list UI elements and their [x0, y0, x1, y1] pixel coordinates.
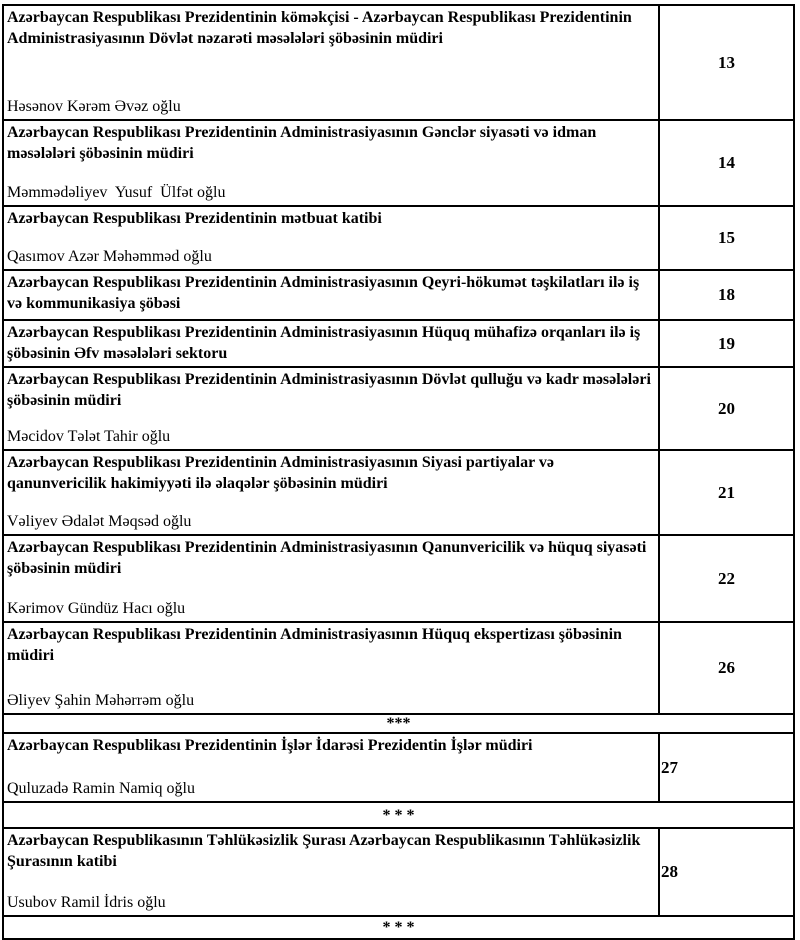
person-name: Qasımov Azər Məhəmməd oğlu — [7, 248, 212, 265]
row-number: 19 — [718, 333, 735, 353]
separator-stars: * * * — [382, 919, 415, 936]
position-cell — [4, 368, 660, 449]
row-number: 28 — [661, 862, 678, 881]
row-number: 14 — [718, 153, 735, 172]
position-title: Azərbaycan Respublikası Prezidentinin Administrasiyasının Qeyri-hökumət təşkilatları ilə iş və kommunikasiya şöbəsi — [7, 274, 640, 312]
person-name: Əliyev Şahin Məhərrəm oğlu — [7, 692, 195, 709]
row-number: 21 — [718, 482, 735, 502]
row-number: 18 — [718, 285, 735, 304]
position-title: Azərbaycan Respublikası Prezidentinin mətbuat katibi — [7, 210, 382, 227]
row-number: 26 — [718, 658, 735, 677]
position-cell — [4, 623, 660, 713]
position-title: Azərbaycan Respublikası Prezidentinin İşlər İdarəsi Prezidentin İşlər müdiri — [7, 737, 533, 754]
row-number: 27 — [661, 757, 678, 777]
row-number: 15 — [718, 228, 735, 247]
separator-stars: *** — [386, 715, 411, 732]
table-row — [4, 366, 793, 449]
table-row — [4, 119, 793, 205]
position-cell — [4, 6, 660, 119]
position-cell — [4, 536, 660, 621]
table-row — [4, 269, 793, 319]
separator-row — [4, 713, 793, 732]
table-row — [4, 827, 793, 915]
separator-row — [4, 915, 793, 938]
position-cell — [4, 121, 660, 205]
table-row — [4, 205, 793, 269]
position-title: Azərbaycan Respublikası Prezidentinin köməkçisi - Azərbaycan Respublikası Prezidentinin Administrasiyasının Dövlət nəzarəti məsələləri şöbəsinin müdiri — [7, 9, 632, 47]
position-title: Azərbaycan Respublikası Prezidentinin Administrasiyasının Hüquq ekspertizası şöbəsinin müdiri — [7, 626, 622, 664]
position-title: Azərbaycan Respublikasının Təhlükəsizlik Şurası Azərbaycan Respublikasının Təhlükəsizlik Şurasının katibi — [7, 832, 641, 870]
table-row — [4, 449, 793, 534]
position-title: Azərbaycan Respublikası Prezidentinin Administrasiyasının Hüquq mühafizə orqanları ilə iş şöbəsinin Əfv məsələləri sektoru — [7, 324, 641, 362]
position-title: Azərbaycan Respublikası Prezidentinin Administrasiyasının Dövlət qulluğu və kadr məsələləri şöbəsinin müdiri — [7, 371, 651, 409]
table-row — [4, 621, 793, 713]
position-cell — [4, 734, 660, 801]
table-row — [4, 534, 793, 621]
person-name: Məmmədəliyev Yusuf Ülfət oğlu — [7, 184, 226, 201]
table-row — [4, 319, 793, 366]
person-name: Kərimov Gündüz Hacı oğlu — [7, 600, 186, 617]
person-name: Usubov Ramil İdris oğlu — [7, 894, 166, 911]
position-cell — [4, 207, 660, 269]
position-title: Azərbaycan Respublikası Prezidentinin Administrasiyasının Gənclər siyasəti və idman məsələləri şöbəsinin müdiri — [7, 124, 597, 162]
position-title: Azərbaycan Respublikası Prezidentinin Administrasiyasının Qanunvericilik və hüquq siyasəti şöbəsinin müdiri — [7, 539, 647, 577]
position-cell — [4, 271, 660, 319]
person-name: Vəliyev Ədalət Məqsəd oğlu — [7, 513, 192, 530]
person-name: Həsənov Kərəm Əvəz oğlu — [7, 98, 181, 115]
position-cell — [4, 829, 660, 915]
table-row — [4, 732, 793, 801]
position-cell — [4, 321, 660, 366]
officials-table — [2, 4, 795, 940]
person-name: Quluzadə Ramin Namiq oğlu — [7, 780, 195, 797]
position-cell — [4, 451, 660, 534]
row-number: 22 — [718, 568, 735, 588]
position-title: Azərbaycan Respublikası Prezidentinin Administrasiyasının Siyasi partiyalar və qanunvericilik hakimiyyəti ilə əlaqələr şöbəsinin müdiri — [7, 454, 555, 492]
table-row — [4, 6, 793, 119]
separator-row — [4, 801, 793, 827]
row-number: 13 — [718, 52, 735, 72]
person-name: Məcidov Tələt Tahir oğlu — [7, 428, 171, 445]
separator-stars: * * * — [382, 806, 415, 824]
row-number: 20 — [718, 398, 735, 418]
